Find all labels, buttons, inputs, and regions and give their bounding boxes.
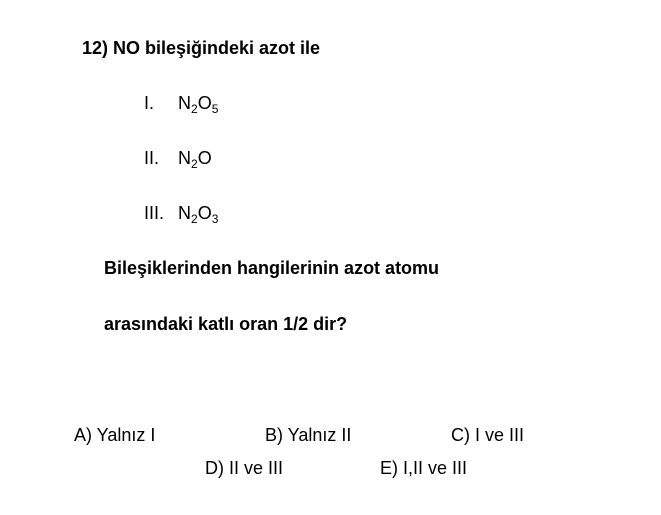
formula-subscript: 2 bbox=[191, 212, 198, 226]
option-c[interactable]: C) I ve III bbox=[451, 425, 525, 445]
formula-text: O bbox=[197, 203, 212, 223]
item-2-numeral: II. bbox=[144, 148, 160, 168]
option-a[interactable]: A) Yalnız I bbox=[74, 425, 156, 445]
formula-text: N bbox=[178, 148, 191, 168]
question-stem-line-1: Bileşiklerinden hangilerinin azot atomu bbox=[104, 258, 440, 278]
item-3 bbox=[144, 203, 218, 224]
option-e[interactable]: E) I,II ve III bbox=[380, 458, 468, 478]
formula-subscript: 5 bbox=[211, 102, 219, 116]
item-2-formula bbox=[178, 148, 212, 171]
formula-text: N bbox=[178, 93, 191, 113]
question-title: 12) NO bileşiğindeki azot ile bbox=[82, 38, 321, 58]
item-3-formula bbox=[178, 203, 219, 226]
option-b[interactable]: B) Yalnız II bbox=[265, 425, 352, 445]
question-stem-line-2: arasındaki katlı oran 1/2 dir? bbox=[104, 314, 348, 334]
formula-subscript: 2 bbox=[191, 157, 198, 171]
item-1-numeral: I. bbox=[144, 93, 155, 113]
formula-text: N bbox=[178, 203, 191, 223]
item-3-numeral: III. bbox=[144, 203, 165, 223]
item-1-formula bbox=[178, 93, 219, 116]
item-1 bbox=[144, 93, 218, 114]
formula-subscript: 2 bbox=[191, 102, 198, 116]
option-d[interactable]: D) II ve III bbox=[205, 458, 284, 478]
item-2 bbox=[144, 148, 212, 169]
formula-text: O bbox=[197, 93, 212, 113]
formula-text: O bbox=[197, 148, 212, 168]
formula-subscript: 3 bbox=[211, 212, 219, 226]
